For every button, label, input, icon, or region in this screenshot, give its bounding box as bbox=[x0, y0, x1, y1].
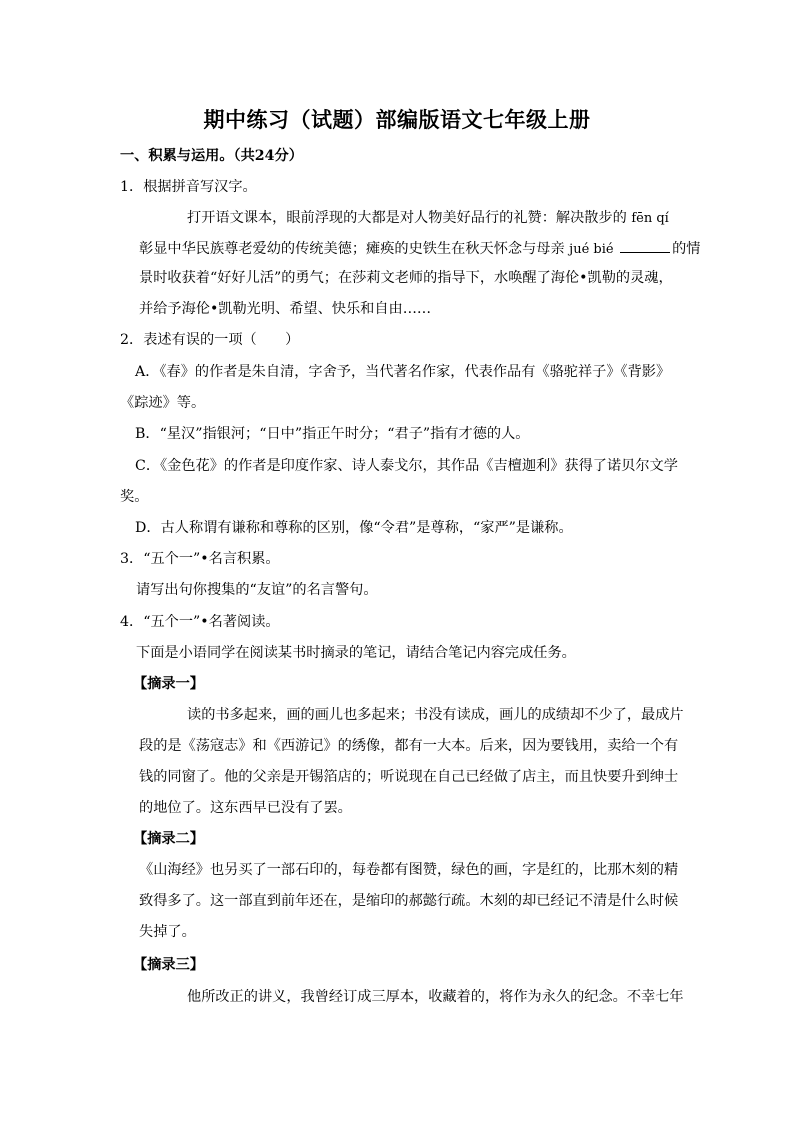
q2-label: 2．表述有误的一项（ ） bbox=[120, 332, 300, 348]
pinyin-fenqi: fēn qí bbox=[631, 211, 669, 226]
q1-text-2c: 的情 bbox=[672, 241, 701, 257]
excerpt-2-line-1: 《山海经》也另买了一部石印的，每卷都有图赞，绿色的画，字是红的，比那木刻的精 bbox=[139, 862, 679, 878]
excerpt-3-title: 【摘录三】 bbox=[133, 957, 204, 973]
q1-line-2 bbox=[139, 238, 700, 260]
page-title: 期中练习（试题）部编版语文七年级上册 bbox=[203, 107, 591, 132]
excerpt-1-line-3: 钱的同窗了。他的父亲是开锡箔店的；听说现在自己已经做了店主，而且快要升到绅士 bbox=[139, 769, 679, 785]
q2-option-a-line-1: A．《春》的作者是朱自清，字舍予，当代著名作家，代表作品有《骆驼祥子》《背影》 bbox=[135, 364, 671, 380]
excerpt-1-line-2: 段的是《荡寇志》和《西游记》的绣像，都有一大本。后来，因为要钱用，卖给一个有 bbox=[139, 738, 679, 754]
q4-label: 4．“五个一”•名著阅读。 bbox=[120, 614, 280, 630]
q1-text-2b: ；瘫痪的史铁生在秋天怀念与母亲 bbox=[351, 241, 565, 257]
q1-text-2a: 彰显中华民族尊老爱幼的传统美德 bbox=[139, 241, 352, 257]
q1-line-3: 景时收获着“好好儿活”的勇气；在莎莉文老师的指导下，水唤醒了海伦•凯勒的灵魂， bbox=[139, 270, 673, 286]
section-heading: 一、积累与运用。（共24分） bbox=[120, 148, 303, 164]
excerpt-1-title: 【摘录一】 bbox=[133, 676, 204, 692]
q3-text: 请写出句你搜集的“友谊”的名言警句。 bbox=[136, 582, 378, 598]
q2-option-c-line-1: C．《金色花》的作者是印度作家、诗人泰戈尔，其作品《吉檀迦利》获得了诺贝尔文学 bbox=[135, 458, 678, 474]
q1-line-4: 并给予海伦•凯勒光明、希望、快乐和自由…… bbox=[139, 301, 432, 317]
excerpt-2-line-3: 失掉了。 bbox=[139, 924, 196, 940]
excerpt-2-line-2: 致得多了。这一部直到前年还在，是缩印的郝懿行疏。木刻的却已经记不清是什么时候 bbox=[139, 893, 679, 909]
q2-option-c-line-2: 奖。 bbox=[120, 489, 149, 505]
q2-option-b: B．“星汉”指银河；“日中”指正午时分；“君子”指有才德的人。 bbox=[135, 426, 530, 442]
excerpt-3-line-1: 他所改正的讲义，我曾经订成三厚本，收藏着的，将作为永久的纪念。不幸七年 bbox=[187, 989, 684, 1005]
q2-option-a-line-2: 《踪迹》等。 bbox=[120, 395, 206, 411]
pinyin-juebie: jué bié bbox=[569, 242, 614, 257]
excerpt-1-line-4: 的地位了。这东西早已没有了罢。 bbox=[139, 800, 352, 816]
q2-option-d: D．古人称谓有谦称和尊称的区别，像“令君”是尊称，“家严”是谦称。 bbox=[135, 520, 573, 536]
q4-intro: 下面是小语同学在阅读某书时摘录的笔记，请结合笔记内容完成任务。 bbox=[136, 645, 576, 661]
q1-text-1a: 打开语文课本，眼前浮现的大都是对人物美好品行的礼赞：解决散步的 bbox=[187, 210, 627, 226]
excerpt-2-title: 【摘录二】 bbox=[133, 831, 204, 847]
answer-blank[interactable] bbox=[620, 238, 670, 253]
q3-label: 3．“五个一”•名言积累。 bbox=[120, 551, 280, 567]
excerpt-1-line-1: 读的书多起来，画的画儿也多起来；书没有读成，画儿的成绩却不少了，最成片 bbox=[187, 707, 684, 723]
q1-line-1 bbox=[187, 208, 669, 229]
q1-label: 1．根据拼音写汉字。 bbox=[120, 179, 257, 195]
